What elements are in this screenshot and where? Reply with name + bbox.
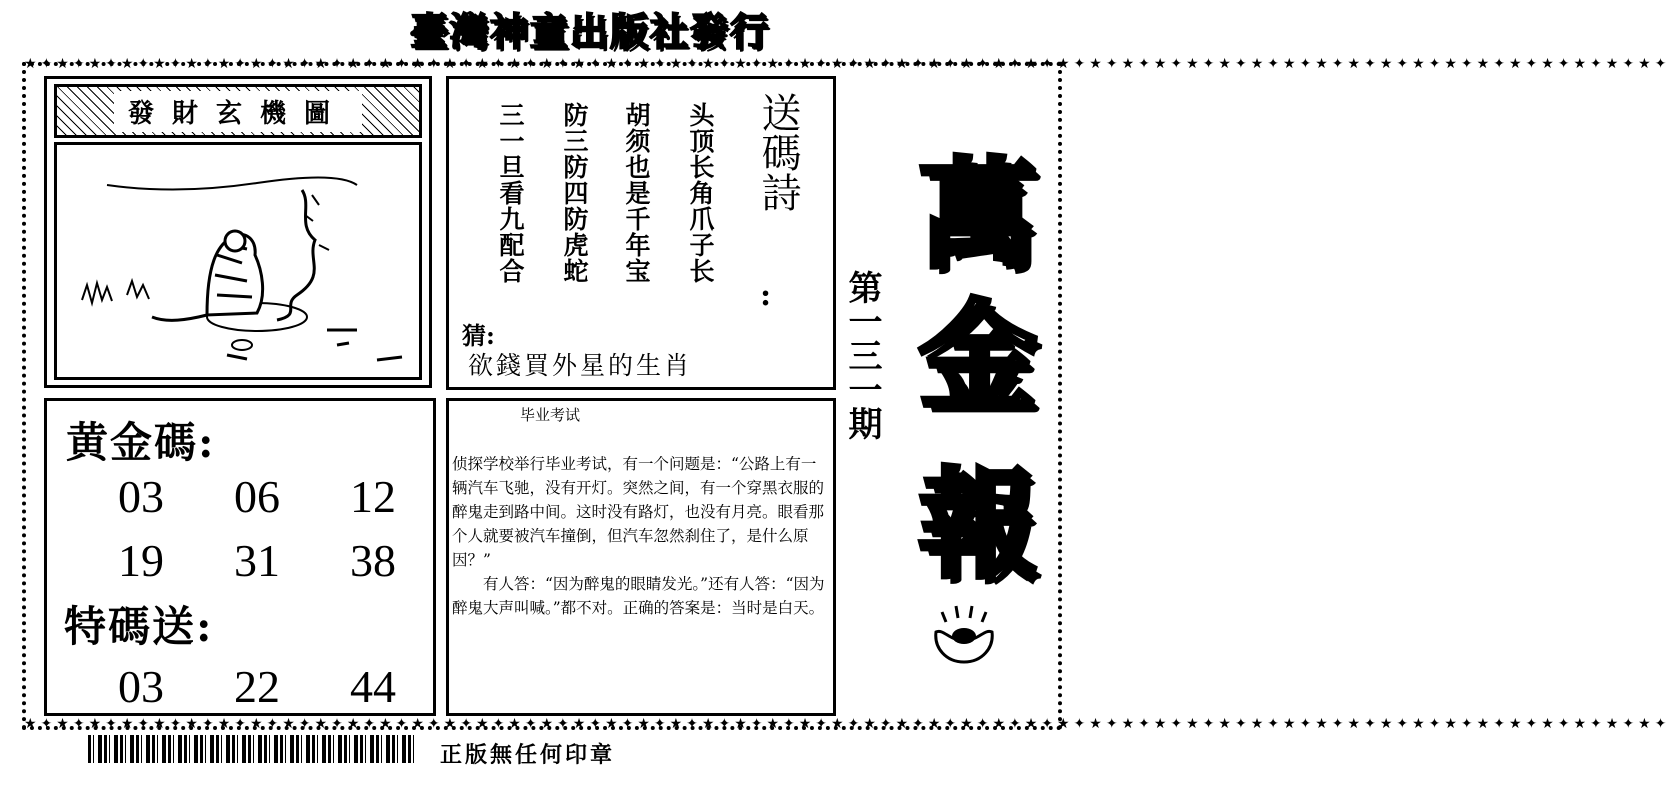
gold-number: 31 <box>234 535 280 586</box>
story-title: 毕业考试 <box>520 406 581 424</box>
picture-title-bar <box>54 84 422 138</box>
footer-note: 正版無任何印章 <box>440 742 616 768</box>
poem-heading-colon: : <box>760 278 772 313</box>
special-numbers-row <box>96 660 418 713</box>
star-border-bottom-icon: ★✦★✦★✦★✦★✦★✦★✦★✦★✦★✦★✦★✦★✦★✦★✦★✦★✦★✦★✦★✦★✦★✦★✦★✦★✦★✦★✦★✦★✦★✦★✦★✦★✦★✦★✦★✦★✦★✦★✦★✦★✦★✦★✦★✦★✦★✦★✦★✦★✦★✦★✦ <box>24 716 1670 732</box>
star-border-top-icon: ★✦★✦★✦★✦★✦★✦★✦★✦★✦★✦★✦★✦★✦★✦★✦★✦★✦★✦★✦★✦★✦★✦★✦★✦★✦★✦★✦★✦★✦★✦★✦★✦★✦★✦★✦★✦★✦★✦★✦★✦★✦★✦★✦★✦★✦★✦★✦★✦★✦★✦★✦ <box>24 56 1670 72</box>
poem-line-2: 胡须也是千年宝 <box>622 102 651 284</box>
gold-ingot-icon <box>924 604 1004 678</box>
guess-label: 猜: <box>462 321 495 350</box>
poem-line-1: 头顶长角爪子长 <box>686 102 715 284</box>
barcode-icon <box>88 735 418 763</box>
poem-line-3: 防三防四防虎蛇 <box>560 102 589 284</box>
special-number: 44 <box>350 661 396 712</box>
poem-heading: 送碼詩 <box>755 92 801 212</box>
publisher-title: 臺灣神童出版社發行 <box>409 9 770 54</box>
picture-title: 發財玄機圖 <box>114 91 362 132</box>
special-number: 22 <box>234 661 280 712</box>
gold-number: 03 <box>118 471 164 522</box>
gold-numbers-label: 黄金碼: <box>66 418 216 467</box>
story-paragraph-2: 有人答：“因为醉鬼的眼睛发光。”还有人答：“因为醉鬼大声叫喊。”都不对。正确的答案是：当时是白天。 <box>452 575 825 617</box>
gold-number: 38 <box>350 535 396 586</box>
gold-numbers-row-1 <box>96 470 418 523</box>
special-number: 03 <box>118 661 164 712</box>
poem-line-4: 三一旦看九配合 <box>496 102 525 284</box>
issue-number: 第一三一期 <box>842 270 882 440</box>
masthead-char-1: 萬 <box>918 145 1037 284</box>
gold-number: 12 <box>350 471 396 522</box>
zodiac-riddle: 欲錢買外星的生肖 <box>468 351 693 380</box>
tiger-illustration <box>54 142 422 380</box>
masthead-char-3: 報 <box>918 455 1037 594</box>
tiger-drawing-icon <box>57 145 419 377</box>
masthead-char-2: 金 <box>918 287 1037 426</box>
special-numbers-label: 特碼送: <box>64 602 214 651</box>
gold-number: 19 <box>118 535 164 586</box>
gold-number: 06 <box>234 471 280 522</box>
story-text <box>452 452 830 620</box>
gold-numbers-row-2 <box>96 534 418 587</box>
story-paragraph-1: 侦探学校举行毕业考试，有一个问题是：“公路上有一辆汽车飞驰，没有开灯。突然之间，有一个穿黑衣服的醉鬼走到路中间。这时没有路灯，也没有月亮。眼看那个人就要被汽车撞倒，但汽车忽然刹住了，是什么原因？” <box>452 455 825 569</box>
